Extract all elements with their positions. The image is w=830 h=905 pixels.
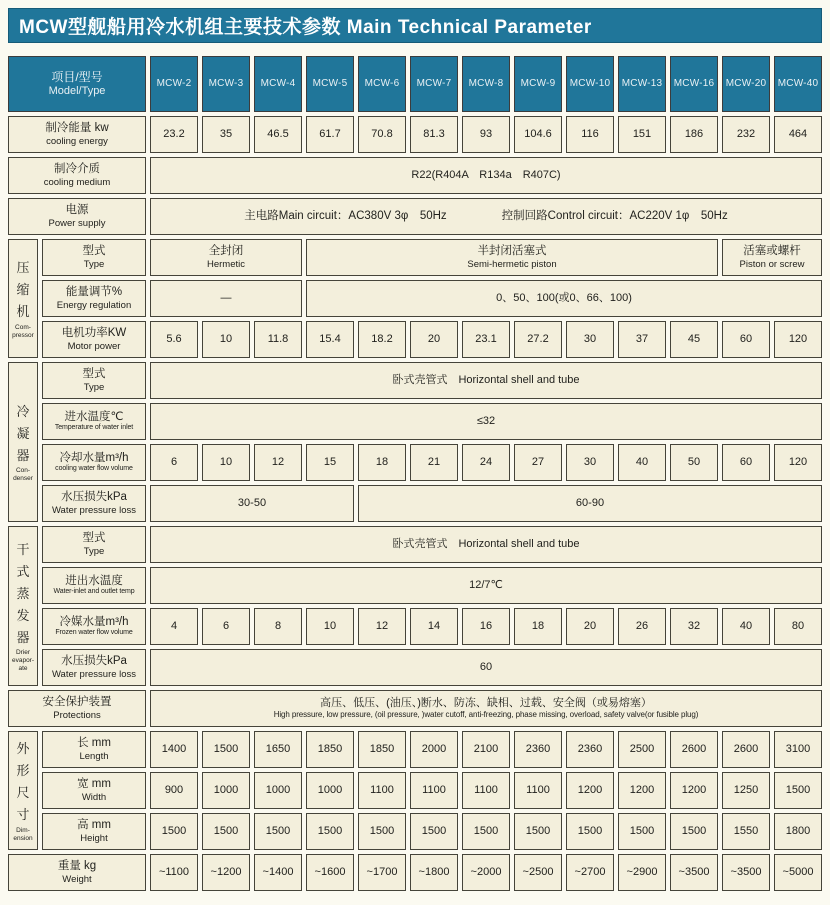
model-name: MCW-13: [621, 77, 663, 89]
row-label-cooling-water: [42, 444, 146, 481]
value-cell: 2360: [514, 731, 562, 768]
label-en: cooling medium: [43, 176, 111, 188]
value-cell: 35: [202, 116, 250, 153]
row-label-inout-temp: [42, 567, 146, 604]
model-header: [618, 56, 666, 112]
row-label-protections: [8, 690, 146, 727]
label-zh: 水压损失kPa: [61, 655, 127, 668]
value-cell: 1550: [722, 813, 770, 850]
row-label-cooling-energy: [8, 116, 146, 153]
value-cell: 4: [150, 608, 198, 645]
label-en: Type: [83, 545, 105, 557]
section-en: Con- denser: [13, 467, 33, 483]
value-cell: 15.4: [306, 321, 354, 358]
model-name: MCW-4: [260, 77, 296, 89]
value-cell: 27.2: [514, 321, 562, 358]
model-name: MCW-2: [156, 77, 192, 89]
label-zh: 冷却水量m³/h: [59, 451, 129, 464]
label-zh: 型式: [82, 245, 106, 258]
energy-regulation-dash: —: [150, 280, 302, 317]
label-zh: 重量 kg: [57, 860, 97, 873]
value-cell: 1200: [618, 772, 666, 809]
label-en: Water-inlet and outlet temp: [53, 588, 135, 596]
value-cell: 2000: [410, 731, 458, 768]
value-cell: 15: [306, 444, 354, 481]
model-name: MCW-8: [468, 77, 504, 89]
label-en: Power supply: [48, 217, 106, 229]
value-cell: ~3500: [670, 854, 718, 891]
value-cell: ~2700: [566, 854, 614, 891]
label-en: cooling water flow volume: [55, 465, 133, 473]
row-label-evaporator-type: [42, 526, 146, 563]
protections-zh: 高压、低压、(油压、)断水、防冻、缺相、过载、安全阀（或易熔塞）: [320, 696, 652, 709]
label-en: cooling energy: [46, 135, 108, 147]
value-cell: 2600: [722, 731, 770, 768]
value-cell: 1200: [566, 772, 614, 809]
value-cell: 232: [722, 116, 770, 153]
model-name: MCW-40: [777, 77, 819, 89]
label-zh: 高 mm: [77, 819, 111, 832]
row-label-energy-regulation: [42, 280, 146, 317]
compressor-type-semi-hermetic: [306, 239, 718, 276]
compressor-type-piston-screw: [722, 239, 822, 276]
label-zh: 制冷能量 kw: [45, 122, 109, 135]
compressor-type-hermetic: [150, 239, 302, 276]
value-cell: 1000: [306, 772, 354, 809]
model-name: MCW-3: [208, 77, 244, 89]
value-cell: 60: [722, 321, 770, 358]
value-cell: 2600: [670, 731, 718, 768]
section-en: Dim- ension: [13, 826, 33, 842]
label-zh: 半封闭活塞式: [477, 245, 547, 258]
label-zh: 冷媒水量m³/h: [59, 615, 129, 628]
section-zh: 压缩机: [16, 260, 30, 320]
label-zh: 活塞或螺杆: [743, 245, 801, 258]
value-cell: 2360: [566, 731, 614, 768]
value-cell: 1500: [254, 813, 302, 850]
cooling-medium-value: R22(R404A R134a R407C): [150, 157, 822, 194]
label-zh: 长 mm: [77, 737, 111, 750]
label-en: Energy regulation: [56, 299, 132, 311]
section-en: Com- pressor: [12, 323, 34, 339]
value-cell: ~1400: [254, 854, 302, 891]
model-name: MCW-10: [569, 77, 611, 89]
model-header: [410, 56, 458, 112]
value-cell: 464: [774, 116, 822, 153]
value-cell: ~1200: [202, 854, 250, 891]
model-header: [670, 56, 718, 112]
value-cell: 10: [306, 608, 354, 645]
model-name: MCW-6: [364, 77, 400, 89]
value-cell: 1100: [462, 772, 510, 809]
value-cell: 1250: [722, 772, 770, 809]
value-cell: 1000: [254, 772, 302, 809]
value-cell: 18: [514, 608, 562, 645]
section-en: Drier evapor- ate: [11, 649, 35, 673]
value-cell: 1500: [202, 731, 250, 768]
value-cell: ~1700: [358, 854, 406, 891]
section-label-compressor: [8, 239, 38, 358]
value-cell: 151: [618, 116, 666, 153]
value-cell: ~2500: [514, 854, 562, 891]
row-label-condenser-pressure-loss: [42, 485, 146, 522]
control-circuit-text: 控制回路Control circuit：AC220V 1φ 50Hz: [501, 210, 728, 223]
value-cell: 80: [774, 608, 822, 645]
spec-table: [8, 56, 822, 891]
label-zh: 型式: [82, 368, 106, 381]
value-cell: 1500: [358, 813, 406, 850]
label-zh: 制冷介质: [54, 163, 100, 176]
section-zh: 冷凝器: [16, 403, 30, 463]
value-cell: 2100: [462, 731, 510, 768]
row-label-weight: [8, 854, 146, 891]
header-label-en: Model/Type: [48, 84, 106, 97]
value-cell: 1500: [566, 813, 614, 850]
model-header: [306, 56, 354, 112]
value-cell: 30: [566, 321, 614, 358]
value-cell: 3100: [774, 731, 822, 768]
value-cell: 81.3: [410, 116, 458, 153]
row-label-evaporator-pressure-loss: [42, 649, 146, 686]
row-label-length: [42, 731, 146, 768]
value-cell: 1400: [150, 731, 198, 768]
value-cell: 37: [618, 321, 666, 358]
value-cell: 10: [202, 321, 250, 358]
value-cell: 1500: [514, 813, 562, 850]
value-cell: ~1800: [410, 854, 458, 891]
label-en: Height: [80, 832, 108, 844]
value-cell: ~5000: [774, 854, 822, 891]
value-cell: 1500: [150, 813, 198, 850]
value-cell: 6: [202, 608, 250, 645]
value-cell: 1200: [670, 772, 718, 809]
section-label-condenser: [8, 362, 38, 522]
model-name: MCW-16: [673, 77, 715, 89]
value-cell: 186: [670, 116, 718, 153]
row-label-compressor-type: [42, 239, 146, 276]
model-header: [722, 56, 770, 112]
value-cell: 120: [774, 444, 822, 481]
label-zh: 电机功率KW: [61, 327, 127, 340]
label-zh: 型式: [82, 532, 106, 545]
section-label-evaporator: [8, 526, 38, 686]
model-name: MCW-20: [725, 77, 767, 89]
section-zh: 外形尺寸: [16, 741, 30, 823]
value-cell: 46.5: [254, 116, 302, 153]
value-cell: 116: [566, 116, 614, 153]
label-en: Water pressure loss: [51, 668, 137, 680]
value-cell: 1500: [410, 813, 458, 850]
label-en: Width: [81, 791, 107, 803]
model-header: [358, 56, 406, 112]
row-label-motor-power: [42, 321, 146, 358]
value-cell: 1500: [618, 813, 666, 850]
value-cell: ~3500: [722, 854, 770, 891]
value-cell: 120: [774, 321, 822, 358]
label-en: Type: [83, 381, 105, 393]
model-header: [566, 56, 614, 112]
value-cell: 6: [150, 444, 198, 481]
row-label-cooling-medium: [8, 157, 146, 194]
value-cell: 2500: [618, 731, 666, 768]
value-cell: 20: [566, 608, 614, 645]
value-cell: 1500: [670, 813, 718, 850]
value-cell: 45: [670, 321, 718, 358]
label-zh: 能量调节%: [65, 286, 123, 299]
label-en: Weight: [62, 873, 92, 885]
value-cell: 1100: [410, 772, 458, 809]
title-bar: [8, 8, 822, 43]
label-en: Semi-hermetic piston: [467, 258, 557, 270]
value-cell: 23.2: [150, 116, 198, 153]
model-name: MCW-5: [312, 77, 348, 89]
energy-regulation-value: 0、50、100(或0、66、100): [306, 280, 822, 317]
value-cell: ~1100: [150, 854, 198, 891]
model-header: [774, 56, 822, 112]
model-header: [150, 56, 198, 112]
value-cell: 27: [514, 444, 562, 481]
section-label-dimensions: [8, 731, 38, 850]
model-name: MCW-7: [416, 77, 452, 89]
value-cell: 1500: [306, 813, 354, 850]
value-cell: 93: [462, 116, 510, 153]
value-cell: 50: [670, 444, 718, 481]
value-cell: 61.7: [306, 116, 354, 153]
label-en: Piston or screw: [739, 258, 805, 270]
value-cell: ~2900: [618, 854, 666, 891]
header-model-type: [8, 56, 146, 112]
row-label-inlet-temp: [42, 403, 146, 440]
section-zh: 干式蒸发器: [16, 541, 30, 645]
row-label-frozen-water: [42, 608, 146, 645]
value-cell: 18: [358, 444, 406, 481]
label-zh: 全封闭: [208, 245, 244, 258]
value-cell: ~2000: [462, 854, 510, 891]
model-header: [202, 56, 250, 112]
value-cell: 60: [722, 444, 770, 481]
value-cell: 23.1: [462, 321, 510, 358]
value-cell: 1500: [462, 813, 510, 850]
value-cell: 20: [410, 321, 458, 358]
row-label-power-supply: [8, 198, 146, 235]
evaporator-loss-value: 60: [150, 649, 822, 686]
condenser-loss-low: 30-50: [150, 485, 354, 522]
page-title: MCW型舰船用冷水机组主要技术参数 Main Technical Parameter: [19, 17, 592, 38]
row-label-condenser-type: [42, 362, 146, 399]
value-cell: 16: [462, 608, 510, 645]
value-cell: 1850: [358, 731, 406, 768]
label-en: Protections: [53, 709, 101, 721]
condenser-loss-high: 60-90: [358, 485, 822, 522]
inout-temp-value: 12/7℃: [150, 567, 822, 604]
value-cell: 26: [618, 608, 666, 645]
value-cell: 1850: [306, 731, 354, 768]
value-cell: 18.2: [358, 321, 406, 358]
value-cell: 30: [566, 444, 614, 481]
value-cell: 21: [410, 444, 458, 481]
main-circuit-text: 主电路Main circuit：AC380V 3φ 50Hz: [244, 210, 447, 223]
label-en: Motor power: [67, 340, 121, 352]
label-en: Frozen water flow volume: [55, 629, 133, 637]
value-cell: 11.8: [254, 321, 302, 358]
value-cell: 5.6: [150, 321, 198, 358]
label-en: Temperature of water inlet: [54, 424, 134, 432]
value-cell: 1000: [202, 772, 250, 809]
label-zh: 水压损失kPa: [61, 491, 127, 504]
label-zh: 宽 mm: [77, 778, 111, 791]
power-supply-value: [150, 198, 822, 235]
protections-en: High pressure, low pressure, (oil pressure, )water cutoff, anti-freezing, phase missing, overload, safety valve(or fusible plug): [273, 710, 699, 720]
value-cell: 1800: [774, 813, 822, 850]
value-cell: 32: [670, 608, 718, 645]
value-cell: ~1600: [306, 854, 354, 891]
label-zh: 进水温度℃: [64, 410, 124, 423]
value-cell: 24: [462, 444, 510, 481]
value-cell: 8: [254, 608, 302, 645]
label-zh: 安全保护装置: [42, 696, 112, 709]
condenser-type-value: 卧式壳管式 Horizontal shell and tube: [150, 362, 822, 399]
label-zh: 电源: [65, 204, 89, 217]
value-cell: 12: [254, 444, 302, 481]
model-name: MCW-9: [520, 77, 556, 89]
value-cell: 70.8: [358, 116, 406, 153]
model-header: [462, 56, 510, 112]
model-header: [514, 56, 562, 112]
model-header: [254, 56, 302, 112]
value-cell: 14: [410, 608, 458, 645]
row-label-width: [42, 772, 146, 809]
value-cell: 900: [150, 772, 198, 809]
value-cell: 1100: [358, 772, 406, 809]
value-cell: 1500: [202, 813, 250, 850]
value-cell: 40: [618, 444, 666, 481]
label-en: Length: [79, 750, 109, 762]
inlet-temp-value: ≤32: [150, 403, 822, 440]
label-en: Water pressure loss: [51, 504, 137, 516]
value-cell: 10: [202, 444, 250, 481]
label-en: Type: [83, 258, 105, 270]
value-cell: 40: [722, 608, 770, 645]
value-cell: 12: [358, 608, 406, 645]
value-cell: 1100: [514, 772, 562, 809]
label-zh: 进出水温度: [65, 574, 123, 587]
value-cell: 104.6: [514, 116, 562, 153]
row-label-height: [42, 813, 146, 850]
evaporator-type-value: 卧式壳管式 Horizontal shell and tube: [150, 526, 822, 563]
value-cell: 1650: [254, 731, 302, 768]
protections-value: [150, 690, 822, 727]
value-cell: 1500: [774, 772, 822, 809]
header-label-zh: 项目/型号: [51, 69, 103, 84]
label-en: Hermetic: [206, 258, 245, 270]
